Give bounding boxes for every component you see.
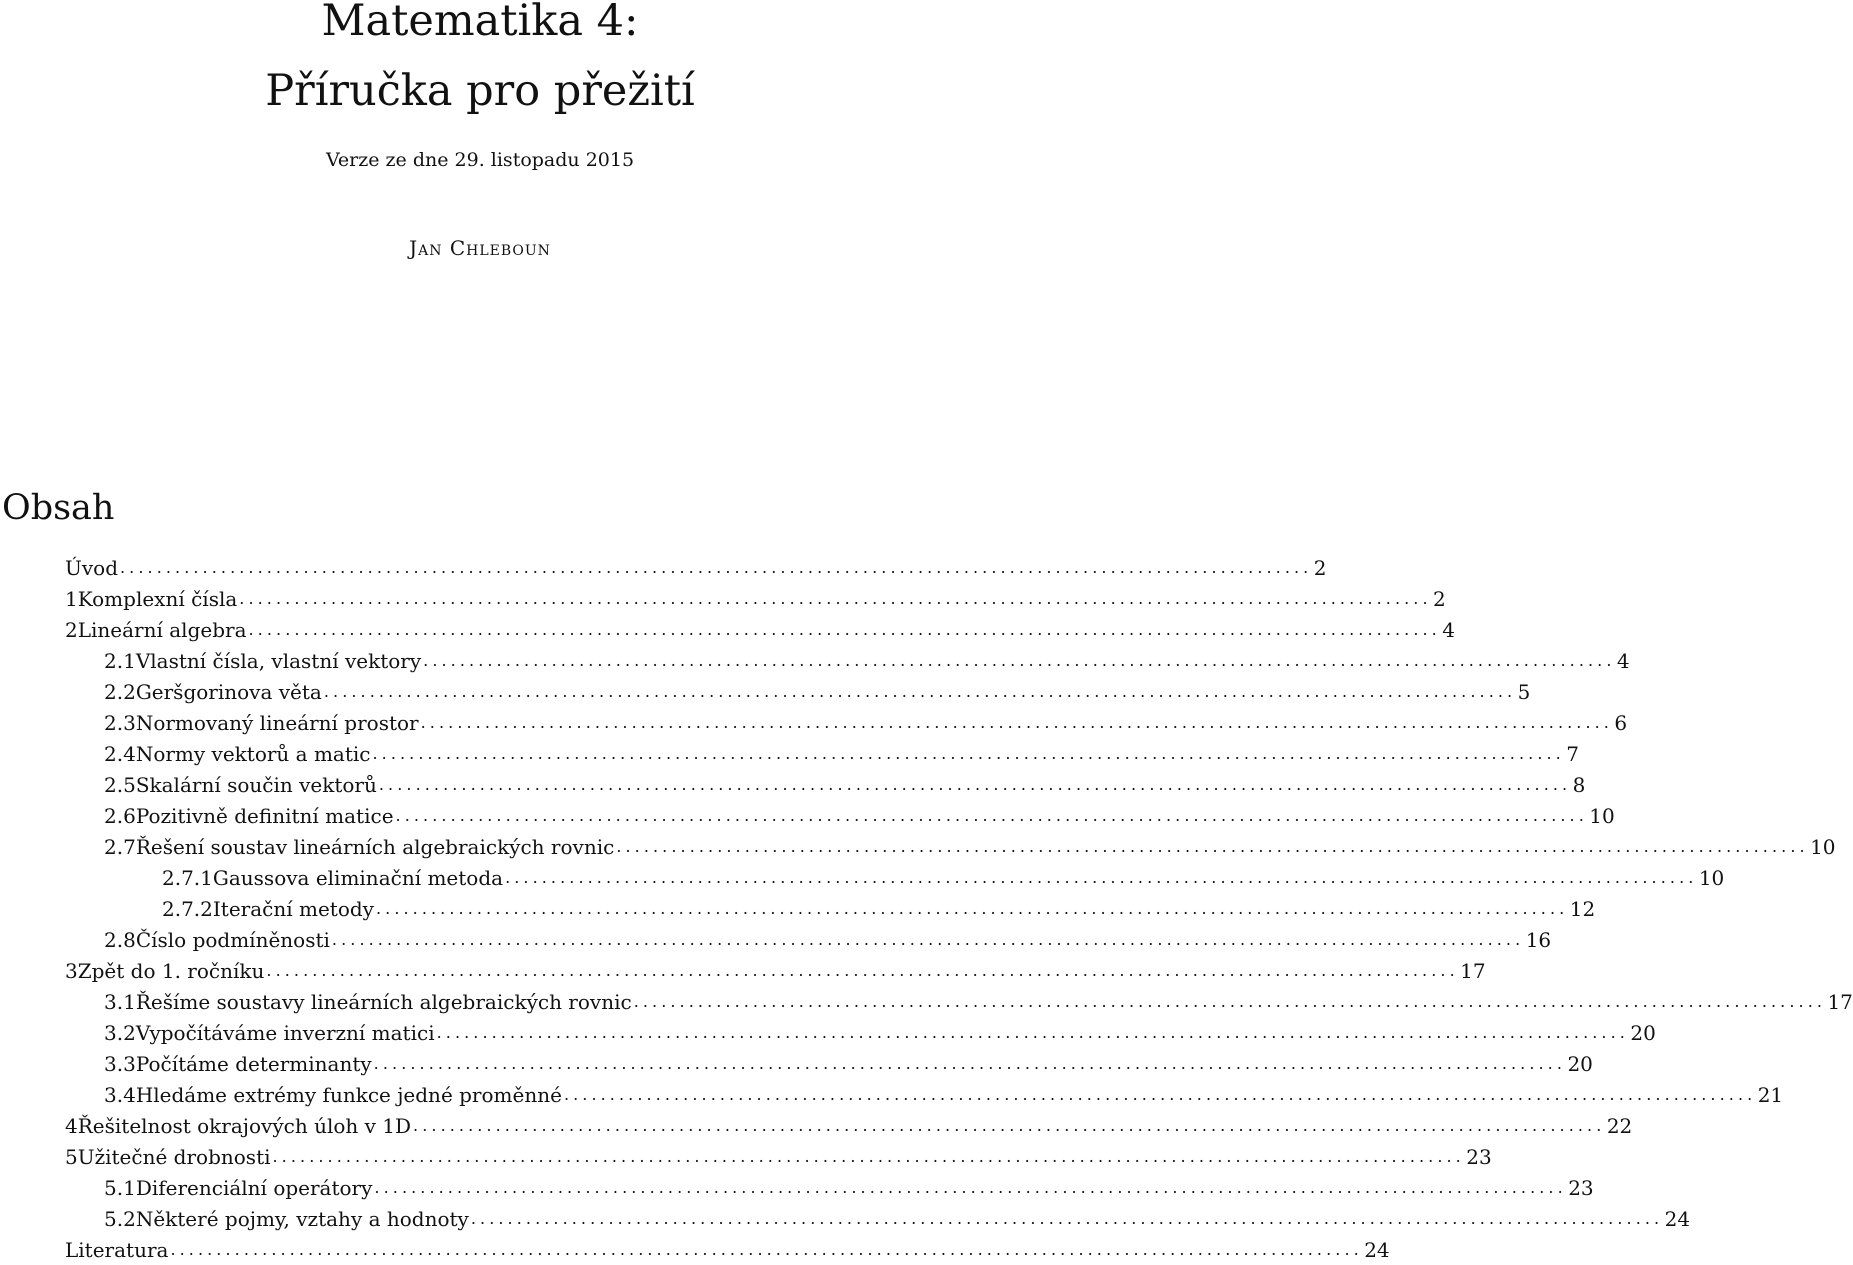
toc-entry-label: Pozitivně definitní matice xyxy=(135,804,394,828)
toc-entry-label: Vlastní čísla, vlastní vektory xyxy=(135,649,422,673)
toc-entry-label: Normovaný lineární prostor xyxy=(135,711,419,735)
document-title-line1: Matematika 4: xyxy=(321,0,639,46)
toc-entry-number: 3.3 xyxy=(104,1052,136,1076)
toc-entry-number: 2.7.1 xyxy=(162,866,213,890)
toc-entry[interactable] xyxy=(104,1204,1691,1234)
toc-entry-page: 24 xyxy=(1364,1238,1390,1262)
toc-entry-label: Gaussova eliminační metoda xyxy=(212,866,504,890)
toc-entry-page: 2 xyxy=(1433,587,1446,611)
toc-entry-number: 2.7.2 xyxy=(162,897,213,921)
toc-leader-dots xyxy=(239,584,1427,614)
toc-leader-dots xyxy=(564,1080,1752,1110)
toc-entry-label: Některé pojmy, vztahy a hodnoty xyxy=(135,1207,469,1231)
toc-entry-label: Iterační metody xyxy=(212,897,374,921)
toc-entry[interactable] xyxy=(162,894,1596,924)
toc-entry[interactable] xyxy=(104,677,1531,707)
toc-leader-dots xyxy=(413,1111,1601,1141)
toc-entry-label: Hledáme extrémy funkce jedné proměnné xyxy=(135,1083,562,1107)
toc-entry-page: 10 xyxy=(1810,835,1836,859)
toc-leader-dots xyxy=(423,646,1611,676)
toc-entry[interactable] xyxy=(65,615,1455,645)
toc-entry-label: Užitečné drobnosti xyxy=(77,1145,271,1169)
toc-entry-page: 22 xyxy=(1606,1114,1633,1138)
toc-entry-page: 5 xyxy=(1517,680,1531,704)
toc-entry-page: 8 xyxy=(1572,773,1586,797)
toc-entry-number: 2.1 xyxy=(104,649,136,673)
toc-entry[interactable] xyxy=(104,832,1836,862)
toc-entry-label: Komplexní čísla xyxy=(77,587,238,611)
toc-entry-label: Vypočítáváme inverzní matici xyxy=(135,1021,435,1045)
toc-leader-dots xyxy=(266,956,1454,986)
toc-entry-label: Lineární algebra xyxy=(77,618,247,642)
toc-leader-dots xyxy=(396,801,1584,831)
toc-entry-page: 16 xyxy=(1525,928,1552,952)
toc-entry-number: 5 xyxy=(65,1145,78,1169)
toc-entry-page: 23 xyxy=(1466,1145,1492,1169)
toc-leader-dots xyxy=(374,1173,1562,1203)
toc-entry-number: 2.4 xyxy=(104,742,136,766)
toc-leader-dots xyxy=(421,708,1609,738)
toc-entry-page: 23 xyxy=(1568,1176,1594,1200)
toc-entry-page: 7 xyxy=(1566,742,1579,766)
toc-leader-dots xyxy=(505,863,1693,893)
toc-entry[interactable] xyxy=(104,770,1586,800)
toc-entry[interactable] xyxy=(65,1235,1390,1265)
toc-entry[interactable] xyxy=(104,801,1615,831)
toc-entry-page: 4 xyxy=(1616,649,1630,673)
toc-leader-dots xyxy=(249,615,1437,645)
toc-entry-number: 3.2 xyxy=(104,1021,136,1045)
toc-entry[interactable] xyxy=(65,1142,1492,1172)
toc-entry[interactable] xyxy=(104,1049,1593,1079)
toc-entry-page: 24 xyxy=(1664,1207,1691,1231)
toc-leader-dots xyxy=(372,739,1560,769)
toc-entry-page: 10 xyxy=(1698,866,1725,890)
toc-entry[interactable] xyxy=(104,1173,1594,1203)
toc-leader-dots xyxy=(634,987,1822,1017)
toc-entry[interactable] xyxy=(104,1080,1784,1110)
toc-entry[interactable] xyxy=(104,646,1630,676)
toc-heading: Obsah xyxy=(2,488,115,528)
toc-entry-number: 1 xyxy=(65,587,78,611)
toc-entry-page: 2 xyxy=(1313,556,1327,580)
toc-leader-dots xyxy=(616,832,1804,862)
toc-entry-label: Zpět do 1. ročníku xyxy=(77,959,265,983)
toc-entry-page: 21 xyxy=(1757,1083,1784,1107)
toc-entry[interactable] xyxy=(65,553,1327,583)
toc-entry-number: 2.3 xyxy=(104,711,136,735)
toc-entry-page: 4 xyxy=(1442,618,1455,642)
toc-entry-number: 3 xyxy=(65,959,78,983)
toc-entry-page: 20 xyxy=(1630,1021,1656,1045)
toc-entry-page: 17 xyxy=(1460,959,1486,983)
toc-entry[interactable] xyxy=(104,987,1853,1017)
toc-entry[interactable] xyxy=(65,956,1486,986)
document-title-line2: Příručka pro přežití xyxy=(265,66,695,116)
toc-leader-dots xyxy=(324,677,1512,707)
toc-entry-label: Geršgorinova věta xyxy=(135,680,322,704)
toc-entry-label: Skalární součin vektorů xyxy=(135,773,377,797)
toc-entry-label: Počítáme determinanty xyxy=(135,1052,372,1076)
toc-entry-number: 5.2 xyxy=(104,1207,136,1231)
toc-entry-page: 17 xyxy=(1827,990,1853,1014)
toc-leader-dots xyxy=(379,770,1567,800)
toc-entry-label: Řešíme soustavy lineárních algebraických rovnic xyxy=(135,990,632,1014)
toc-leader-dots xyxy=(170,1235,1358,1265)
toc-leader-dots xyxy=(120,553,1308,583)
toc-entry-number: 2.5 xyxy=(104,773,136,797)
toc-entry-label: Řešitelnost okrajových úloh v 1D xyxy=(77,1114,412,1138)
toc-entry-number: 5.1 xyxy=(104,1176,136,1200)
toc-entry-label: Úvod xyxy=(65,556,118,580)
toc-entry-label: Číslo podmíněnosti xyxy=(135,928,330,952)
toc-entry-label: Literatura xyxy=(65,1238,169,1262)
toc-entry-number: 2.8 xyxy=(104,928,136,952)
toc-entry[interactable] xyxy=(104,708,1628,738)
toc-entry-number: 2.2 xyxy=(104,680,136,704)
toc-entry-number: 4 xyxy=(65,1114,78,1138)
toc-entry[interactable] xyxy=(65,584,1446,614)
toc-entry[interactable] xyxy=(104,1018,1656,1048)
toc-entry-label: Diferenciální operátory xyxy=(135,1176,373,1200)
toc-entry-number: 2.7 xyxy=(104,835,136,859)
toc-entry-page: 10 xyxy=(1589,804,1615,828)
toc-entry-number: 3.1 xyxy=(104,990,136,1014)
toc-entry-page: 20 xyxy=(1567,1052,1593,1076)
toc-leader-dots xyxy=(273,1142,1461,1172)
toc-entry[interactable] xyxy=(104,739,1579,769)
version-date: Verze ze dne 29. listopadu 2015 xyxy=(325,149,635,171)
toc-entry[interactable] xyxy=(65,1111,1633,1141)
toc-entry[interactable] xyxy=(162,863,1725,893)
author-name: Jan Chleboun xyxy=(409,236,551,260)
toc-entry-number: 2 xyxy=(65,618,78,642)
toc-leader-dots xyxy=(332,925,1520,955)
toc-leader-dots xyxy=(374,1049,1562,1079)
toc-leader-dots xyxy=(376,894,1564,924)
toc-leader-dots xyxy=(437,1018,1625,1048)
toc-entry-label: Řešení soustav lineárních algebraických rovnic xyxy=(135,835,615,859)
toc-entry-number: 2.6 xyxy=(104,804,136,828)
toc-entry-page: 6 xyxy=(1614,711,1628,735)
toc-entry[interactable] xyxy=(104,925,1552,955)
toc-entry-number: 3.4 xyxy=(104,1083,136,1107)
toc-leader-dots xyxy=(471,1204,1659,1234)
toc-entry-page: 12 xyxy=(1569,897,1596,921)
toc-entry-label: Normy vektorů a matic xyxy=(135,742,371,766)
